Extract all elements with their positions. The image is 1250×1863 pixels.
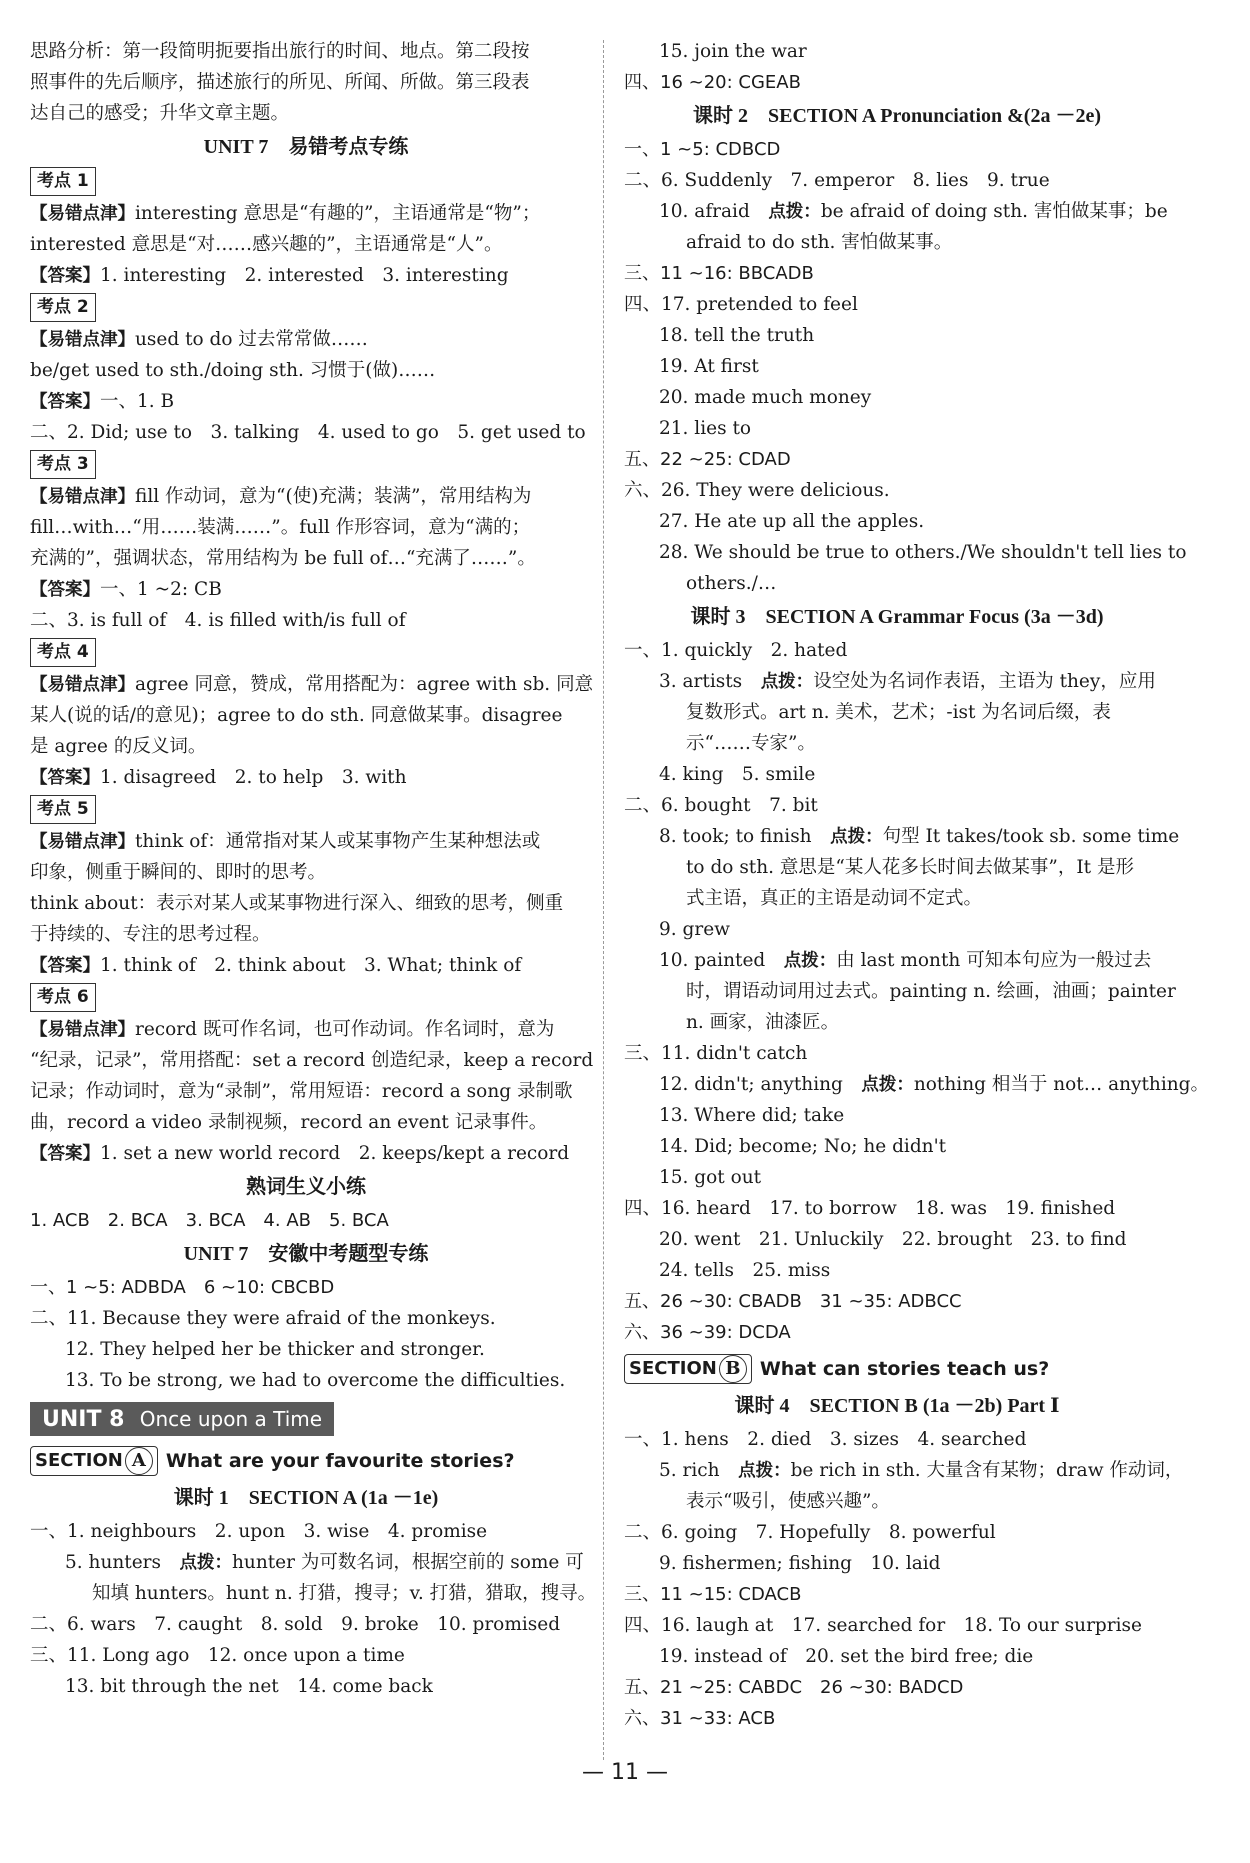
- tip-text: interesting 意思是“有趣的”，主语通常是“物”；: [135, 203, 541, 224]
- hint-text: afraid to do sth. 害怕做某事。: [686, 232, 953, 253]
- unit8-name: Once upon a Time: [139, 1407, 323, 1431]
- section-question: What can stories teach us?: [759, 1357, 1050, 1380]
- tip-label: 【易错点津】: [30, 487, 135, 507]
- kaodian-2-box: 考点 2: [30, 293, 96, 322]
- answer-line: 24. tells 25. miss: [659, 1260, 831, 1281]
- analysis-line: 思路分析：第一段简明扼要指出旅行的时间、地点。第二段按: [30, 41, 530, 62]
- hint-text: nothing 相当于 not… anything。: [913, 1074, 1209, 1095]
- tip-label: 【易错点津】: [30, 675, 135, 695]
- tip-text: think of：通常指对某人或某事物产生某种想法或: [135, 831, 541, 852]
- answer-line: 六、36 ~39: DCDA: [624, 1322, 791, 1343]
- answer-line: 15. join the war: [659, 41, 807, 62]
- tip-text: 印象，侧重于瞬间的、即时的思考。: [30, 862, 327, 883]
- answer-line: 9. grew: [659, 919, 731, 940]
- answer-line: 四、16. heard 17. to borrow 18. was 19. finished: [624, 1198, 1116, 1219]
- unit8-label: UNIT 8: [42, 1407, 125, 1432]
- hint-label: 点拨：: [768, 202, 821, 222]
- anhui-answer: 13. To be strong, we had to overcome the difficulties.: [65, 1370, 566, 1391]
- tip-label: 【易错点津】: [30, 330, 135, 350]
- tip-text: agree 同意，赞成，常用搭配为：agree with sb. 同意: [135, 674, 594, 695]
- tip-label: 【易错点津】: [30, 832, 135, 852]
- hint-text: 式主语，真正的主语是动词不定式。: [686, 888, 983, 909]
- tip-text: be/get used to sth./doing sth. 习惯于(做)……: [30, 360, 436, 381]
- answer-text: 1. interesting 2. interested 3. interesting: [100, 265, 509, 286]
- kaodian-4-box: 考点 4: [30, 638, 96, 667]
- section-badge: SECTION B: [624, 1354, 752, 1384]
- unit8-banner: [30, 1402, 334, 1436]
- answer-line: 六、31 ~33: ACB: [624, 1708, 776, 1729]
- page-number: — 11 —: [582, 1760, 668, 1785]
- tip-label: 【易错点津】: [30, 204, 135, 224]
- kaodian-6-box: 考点 6: [30, 983, 96, 1012]
- answer-text: 1. think of 2. think about 3. What; think of: [100, 955, 522, 976]
- lesson3-title: 课时 3 SECTION A Grammar Focus (3a －3d): [690, 606, 1104, 628]
- shuci-answers: 1. ACB 2. BCA 3. BCA 4. AB 5. BCA: [30, 1210, 389, 1231]
- answer-line: 三、11 ~16: BBCADB: [624, 263, 814, 284]
- answer-line: 21. lies to: [659, 418, 752, 439]
- answer-line: 19. At first: [659, 356, 759, 377]
- answer-text: 1. set a new world record 2. keeps/kept a record: [100, 1143, 570, 1164]
- section-b-heading: [624, 1348, 1170, 1388]
- answer-text: 一、1. B: [100, 391, 175, 412]
- tip-text: fill 作动词，意为“(使)充满；装满”，常用结构为: [135, 486, 532, 507]
- answer-line: 15. got out: [659, 1167, 762, 1188]
- tip-text: interested 意思是“对……感兴趣的”，主语通常是“人”。: [30, 234, 503, 255]
- anhui-answer: 二、11. Because they were afraid of the monkeys.: [30, 1308, 496, 1329]
- answer-line: 9. fishermen; fishing 10. laid: [659, 1553, 941, 1574]
- column-divider: [603, 40, 604, 1760]
- answer-line: 三、11. Long ago 12. once upon a time: [30, 1645, 405, 1666]
- hint-text: 由 last month 可知本句应为一般过去: [836, 950, 1152, 971]
- section-letter: B: [719, 1355, 747, 1383]
- answer-line: 五、22 ~25: CDAD: [624, 449, 791, 470]
- answer-line: 二、6. wars 7. caught 8. sold 9. broke 10. promised: [30, 1614, 561, 1635]
- tip-label: 【易错点津】: [30, 1020, 135, 1040]
- answer-line: 二、6. bought 7. bit: [624, 795, 818, 816]
- answer-line: 13. Where did; take: [659, 1105, 845, 1126]
- answer-line: 五、21 ~25: CABDC 26 ~30: BADCD: [624, 1677, 964, 1698]
- kaodian-5-box: 考点 5: [30, 795, 96, 824]
- answer-line: 四、17. pretended to feel: [624, 294, 858, 315]
- tip-text: 于持续的、专注的思考过程。: [30, 924, 271, 945]
- anhui-answer: 12. They helped her be thicker and stronger.: [65, 1339, 485, 1360]
- answer-text: 10. afraid: [659, 201, 769, 222]
- answer-line: 20. went 21. Unluckily 22. brought 23. to find: [659, 1229, 1127, 1250]
- hint-text: to do sth. 意思是“某人花多长时间去做某事”，It 是形: [686, 857, 1134, 878]
- hint-label: 点拨：: [738, 1461, 791, 1481]
- answer-line: 五、26 ~30: CBADB 31 ~35: ADBCC: [624, 1291, 962, 1312]
- lesson2-title: 课时 2 SECTION A Pronunciation &(2a －2e): [693, 105, 1101, 127]
- answer-label: 【答案】: [30, 266, 100, 286]
- answer-text: 10. painted: [659, 950, 784, 971]
- answer-text: 5. hunters: [65, 1552, 180, 1573]
- tip-text: record 既可作名词，也可作动词。作名词时，意为: [135, 1019, 555, 1040]
- hint-text: 表示“吸引，使感兴趣”。: [686, 1491, 890, 1512]
- answer-line: others./…: [686, 573, 777, 594]
- answer-text: 二、2. Did; use to 3. talking 4. used to go 5. get used to: [30, 422, 586, 443]
- anhui-title: UNIT 7 安徽中考题型专练: [183, 1243, 429, 1265]
- answer-line: 27. He ate up all the apples.: [659, 511, 925, 532]
- answer-line: 19. instead of 20. set the bird free; die: [659, 1646, 1034, 1667]
- hint-text: hunter 为可数名词，根据空前的 some 可: [232, 1552, 584, 1573]
- left-column: [30, 36, 597, 1702]
- tip-text: 充满的”，强调状态，常用结构为 be full of…“充满了……”。: [30, 548, 536, 569]
- answer-line: 四、16. laugh at 17. searched for 18. To our surprise: [624, 1615, 1142, 1636]
- tip-text: “纪录，记录”，常用搭配：set a record 创造纪录，keep a record: [30, 1050, 594, 1071]
- answer-line: 二、6. going 7. Hopefully 8. powerful: [624, 1522, 996, 1543]
- analysis-line: 达自己的感受；升华文章主题。: [30, 103, 290, 124]
- kaodian-1-box: 考点 1: [30, 167, 96, 196]
- answer-label: 【答案】: [30, 392, 100, 412]
- answer-line: 三、11 ~15: CDACB: [624, 1584, 802, 1605]
- answer-line: 一、1 ~5: CDBCD: [624, 139, 781, 160]
- hint-text: 知填 hunters。hunt n. 打猎，搜寻；v. 打猎，猎取，搜寻。: [92, 1583, 597, 1604]
- hint-label: 点拨：: [783, 951, 837, 971]
- tip-text: 是 agree 的反义词。: [30, 736, 207, 757]
- answer-line: 一、1. quickly 2. hated: [624, 640, 848, 661]
- answer-text: 12. didn't; anything: [659, 1074, 862, 1095]
- answer-text: 5. rich: [659, 1460, 739, 1481]
- answer-line: 18. tell the truth: [659, 325, 815, 346]
- answer-line: 二、6. Suddenly 7. emperor 8. lies 9. true: [624, 170, 1050, 191]
- answer-label: 【答案】: [30, 1144, 100, 1164]
- section-badge: SECTION A: [30, 1446, 158, 1476]
- hint-text: 设空处为名词作表语，主语为 they，应用: [813, 671, 1156, 692]
- tip-text: used to do 过去常常做……: [135, 329, 368, 350]
- answer-line: 一、1. neighbours 2. upon 3. wise 4. promise: [30, 1521, 488, 1542]
- unit7-error-title: UNIT 7 易错考点专练: [203, 136, 409, 158]
- hint-text: n. 画家，油漆匠。: [686, 1012, 840, 1033]
- tip-text: 记录；作动词时，意为“录制”，常用短语：record a song 录制歌: [30, 1081, 573, 1102]
- tip-text: 曲，record a video 录制视频，record an event 记录事件。: [30, 1112, 548, 1133]
- answer-line: 六、26. They were delicious.: [624, 480, 890, 501]
- answer-line: 四、16 ~20: CGEAB: [624, 72, 801, 93]
- hint-text: be rich in sth. 大量含有某物；draw 作动词，: [790, 1460, 1184, 1481]
- answer-text: 1. disagreed 2. to help 3. with: [100, 767, 407, 788]
- lesson4-title: 课时 4 SECTION B (1a －2b) Part Ⅰ: [734, 1395, 1060, 1417]
- answer-line: 20. made much money: [659, 387, 872, 408]
- answer-line: 13. bit through the net 14. come back: [65, 1676, 433, 1697]
- kaodian-3-box: 考点 3: [30, 450, 96, 479]
- answer-line: 一、1. hens 2. died 3. sizes 4. searched: [624, 1429, 1027, 1450]
- answer-text: 3. artists: [659, 671, 761, 692]
- hint-label: 点拨：: [861, 1075, 914, 1095]
- hint-text: 时，谓语动词用过去式。painting n. 绘画，油画；painter: [686, 981, 1176, 1002]
- shuci-title: 熟词生义小练: [246, 1176, 366, 1198]
- hint-label: 点拨：: [179, 1553, 232, 1573]
- answer-label: 【答案】: [30, 956, 100, 976]
- hint-text: be afraid of doing sth. 害怕做某事；be: [820, 201, 1168, 222]
- answer-label: 【答案】: [30, 580, 100, 600]
- hint-label: 点拨：: [830, 827, 883, 847]
- hint-text: 复数形式。art n. 美术，艺术；-ist 为名词后缀，表: [686, 702, 1111, 723]
- answer-text: 一、1 ~2: CB: [100, 579, 222, 600]
- lesson1-title: 课时 1 SECTION A (1a －1e): [173, 1487, 439, 1509]
- anhui-answer: 一、1 ~5: ADBDA 6 ~10: CBCBD: [30, 1277, 335, 1298]
- answer-label: 【答案】: [30, 768, 100, 788]
- analysis-line: 照事件的先后顺序，描述旅行的所见、所闻、所做。第三段表: [30, 72, 530, 93]
- answer-text: 8. took; to finish: [659, 826, 831, 847]
- right-column: [624, 36, 1209, 1734]
- answer-text: 二、3. is full of 4. is filled with/is full of: [30, 610, 406, 631]
- section-letter: A: [125, 1447, 153, 1475]
- tip-text: think about：表示对某人或某事物进行深入、细致的思考，侧重: [30, 893, 564, 914]
- hint-label: 点拨：: [760, 672, 814, 692]
- answer-line: 三、11. didn't catch: [624, 1043, 808, 1064]
- tip-text: 某人(说的话/的意见)；agree to do sth. 同意做某事。disagree: [30, 705, 563, 726]
- hint-text: 句型 It takes/took sb. some time: [882, 826, 1180, 847]
- hint-text: 示“……专家”。: [686, 733, 816, 754]
- answer-line: 28. We should be true to others./We shouldn't tell lies to: [659, 542, 1187, 563]
- section-a-heading: [30, 1440, 582, 1480]
- answer-line: 4. king 5. smile: [659, 764, 816, 785]
- tip-text: fill…with…“用……装满……”。full 作形容词，意为“满的；: [30, 517, 531, 538]
- answer-line: 14. Did; become; No; he didn't: [659, 1136, 947, 1157]
- section-question: What are your favourite stories?: [165, 1449, 515, 1472]
